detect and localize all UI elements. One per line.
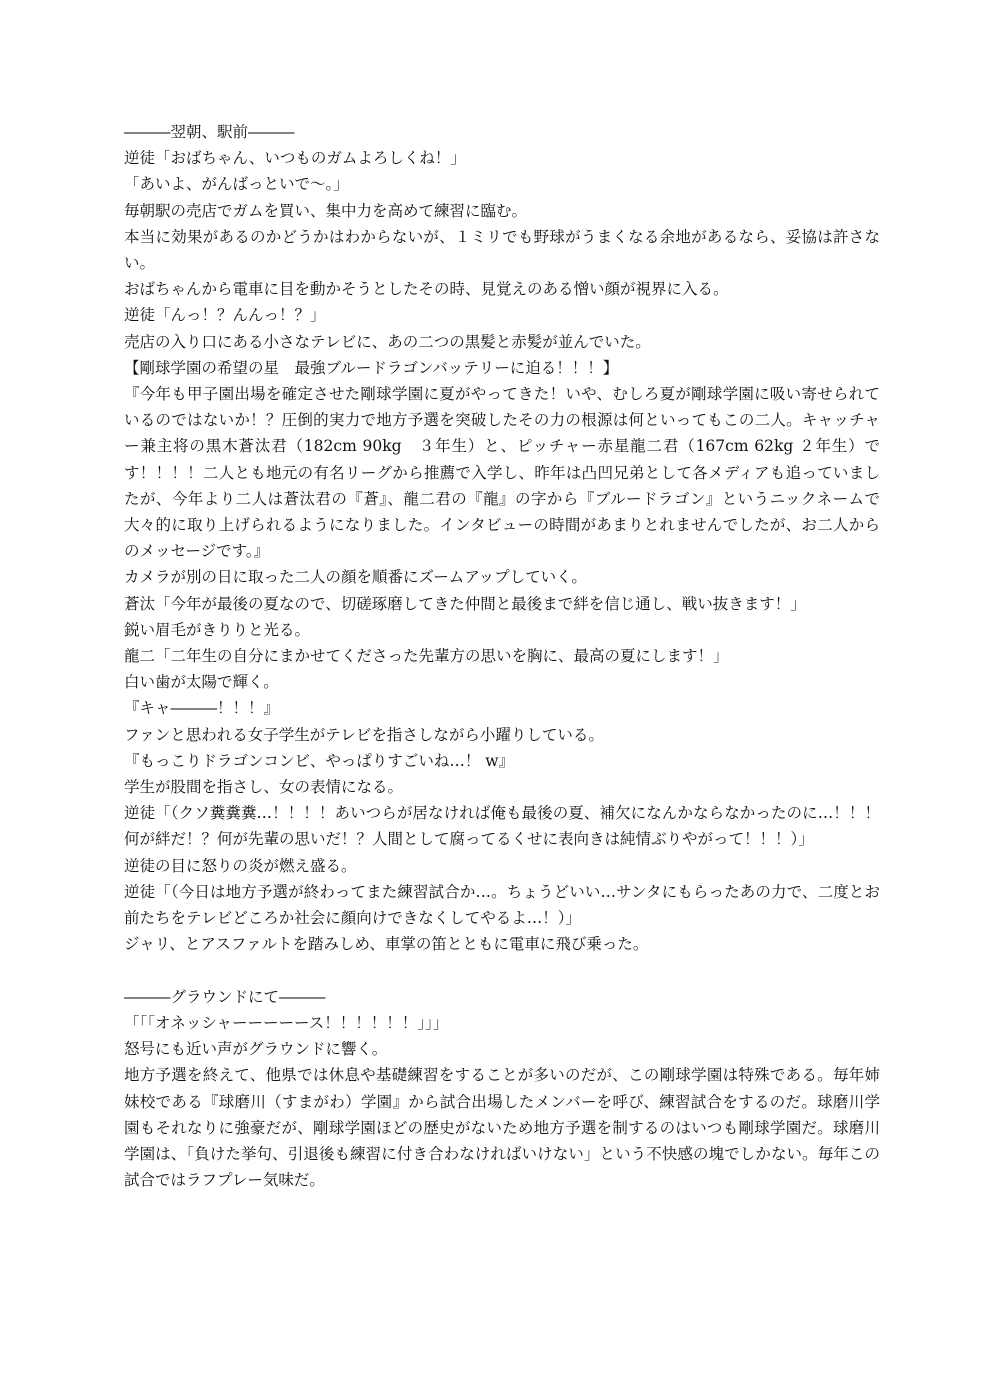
- narration-line: 学生が股間を指さし、女の表情になる。: [124, 778, 404, 797]
- dialogue-line: 逆徒「（クソ糞糞糞…！！！！あいつらが居なければ俺も最後の夏、補欠になんかならなかったのに…！！！何が絆だ！？何が先輩の思いだ！？人間として腐ってるくせに表向きは純情ぶりやがって！！！）」: [124, 804, 880, 849]
- dialogue-line: 「「「オネッシャーーーーース！！！！！！」」」: [124, 1013, 449, 1032]
- narration-line: ファンと思われる女子学生がテレビを指さしながら小躍りしている。: [124, 725, 604, 744]
- document-page: [124, 119, 880, 1193]
- narration-line: 怒号にも近い声がグラウンドに響く。: [124, 1040, 388, 1059]
- dialogue-line: 逆徒「んっ！？んんっ！？」: [124, 306, 326, 325]
- scene-heading-ground: ―――グラウンドにて―――: [124, 987, 326, 1006]
- narration-line: 本当に効果があるのかどうかはわからないが、１ミリでも野球がうまくなる余地があるなら、妥協は許さない。: [124, 227, 880, 273]
- narration-line: カメラが別の日に取った二人の顔を順番にズームアップしていく。: [124, 568, 587, 587]
- narration-paragraph: 地方予選を終えて、他県では休息や基礎練習をすることが多いのだが、この剛球学園は特殊である。毎年姉妹校である『球磨川（すまがわ）学園』から試合出場したメンバーを呼び、練習試合をするのだ。球磨川学園もそれなりに強豪だが、剛球学園ほどの歴史がないため地方予選を制するのはいつも剛球学園だ。球磨川学園は、「負けた挙句、引退後も練習に付き合わなければいけない」という不快感の塊でしかない。毎年この試合ではラフプレー気味だ。: [124, 1066, 880, 1190]
- narration-line: 毎朝駅の売店でガムを買い、集中力を高めて練習に臨む。: [124, 201, 528, 220]
- dialogue-line: 『もっこりドラゴンコンビ、やっぱりすごいね…！ w』: [124, 751, 515, 770]
- dialogue-line: 逆徒「（今日は地方予選が終わってまた練習試合か…。ちょうどいい…サンタにもらったあの力で、二度とお前たちをテレビどころか社会に顔向けできなくしてやるよ…！）」: [124, 882, 880, 928]
- narration-line: 逆徒の目に怒りの炎が燃え盛る。: [124, 856, 357, 875]
- dialogue-line: 『キャ―――！！！』: [124, 699, 280, 718]
- scene-heading-morning: ―――翌朝、駅前―――: [124, 123, 295, 141]
- dialogue-line: 逆徒「おばちゃん、いつものガムよろしくね！」: [124, 149, 466, 168]
- narration-line: 白い歯が太陽で輝く。: [124, 673, 279, 692]
- narration-line: おばちゃんから電車に目を動かそうとしたその時、見覚えのある憎い顔が視界に入る。: [124, 280, 729, 299]
- narration-line: 売店の入り口にある小さなテレビに、あの二つの黒髪と赤髪が並んでいた。: [124, 332, 651, 351]
- tv-narration: 『今年も甲子園出場を確定させた剛球学園に夏がやってきた！いや、むしろ夏が剛球学園に吸い寄せられているのではないか！？圧倒的実力で地方予選を突破したその力の根源は何といってもこの二人。キャッチャー兼主将の黒木蒼汰君（182cm 90kg ３年生）と、ピッチャー赤星龍二君（167cm 62kg ２年生）です！！！！二人とも地元の有名リーグから推薦で入学し、昨年は凸凹兄弟として各メディアも追っていましたが、今年より二人は蒼汰君の『蒼』、龍二君の『龍』の字から『ブルードラゴン』というニックネームで大々的に取り上げられるようになりました。インタビューの時間があまりとれませんでしたが、お二人からのメッセージです。』: [124, 385, 880, 561]
- tv-headline: 【剛球学園の希望の星 最強ブルードラゴンバッテリーに迫る！！！】: [124, 358, 619, 377]
- dialogue-line: 「あいよ、がんばっといで〜。」: [124, 175, 349, 194]
- narration-line: ジャリ、とアスファルトを踏みしめ、車掌の笛とともに電車に飛び乗った。: [124, 935, 649, 954]
- narration-line: 鋭い眉毛がきりりと光る。: [124, 620, 311, 639]
- blank-line: [124, 958, 880, 984]
- dialogue-line: 龍二「二年生の自分にまかせてくださった先輩方の思いを胸に、最高の夏にします！」: [124, 647, 729, 666]
- dialogue-line: 蒼汰「今年が最後の夏なので、切磋琢磨してきた仲間と最後まで絆を信じ通し、戦い抜きます！」: [124, 594, 806, 613]
